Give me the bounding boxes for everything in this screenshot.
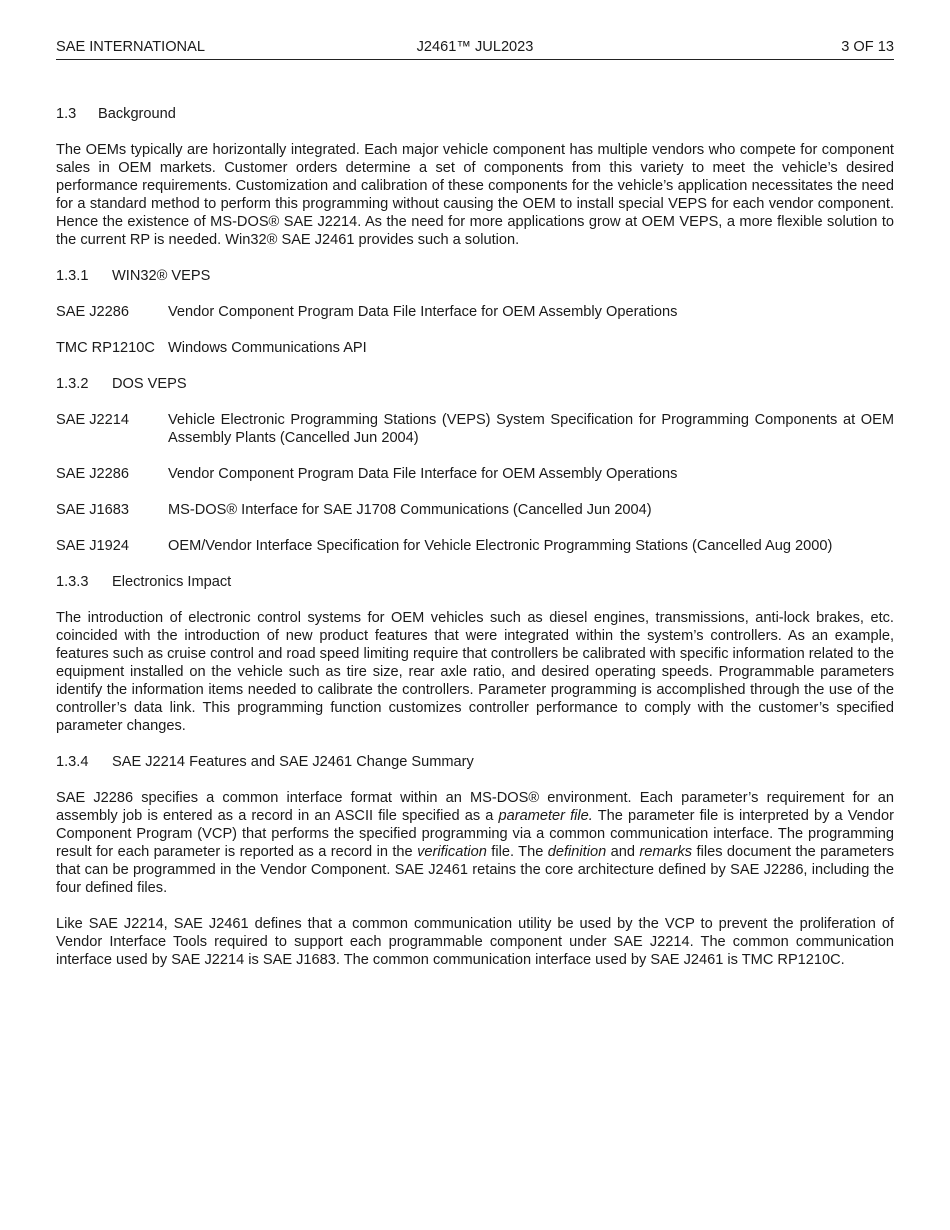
section-number: 1.3.3 xyxy=(56,574,89,590)
reference-item xyxy=(56,303,894,321)
section-number: 1.3.2 xyxy=(56,376,89,392)
reference-code: SAE J2214 xyxy=(56,412,130,428)
italic-term: verification xyxy=(417,844,487,860)
reference-code: SAE J1924 xyxy=(56,538,130,554)
section-title: Background xyxy=(98,106,176,122)
reference-code: SAE J2286 xyxy=(56,466,130,482)
background-paragraph: The OEMs typically are horizontally integrated. Each major vehicle component has multiple vendors who compete for component sales in OEM markets. Customer orders determine a set of components from this variety to meet the vehicle’s desired performance requirements. Customization and calibration of these components for the vehicle’s application necessitates the need for a standard method to perform this programming without causing the OEM to install special VEPS for each vendor component. Hence the existence of MS-DOS® SAE J2214. As the need for more applications grow at OEM VEPS, a more flexible solution to the current RP is needed. Win32® SAE J2461 provides such a solution. xyxy=(56,142,894,248)
section-number: 1.3.4 xyxy=(56,754,89,770)
section-heading-1-3-4 xyxy=(56,753,894,771)
reference-description: Vehicle Electronic Programming Stations (VEPS) System Specification for Programming Components at OEM Assembly Plants (Cancelled Jun 2004) xyxy=(168,412,894,446)
section-heading-1-3-3 xyxy=(56,573,894,591)
electronics-impact-paragraph: The introduction of electronic control systems for OEM vehicles such as diesel engines, transmissions, anti-lock brakes, etc. coincided with the introduction of new product features that were integrated within the system’s controllers. As an example, features such as cruise control and road speed limiting require that controllers be calibrated with specific information related to the equipment installed on the vehicle such as tire size, rear axle ratio, and desired operating speeds. Programmable parameters identify the information items needed to calibrate the controllers. Parameter programming is accomplished through the use of the controller’s data link. This programming function customizes controller performance to comply with the customer’s specified parameter changes. xyxy=(56,610,894,734)
italic-term: remarks xyxy=(639,844,693,860)
text-run: file. The xyxy=(486,844,548,860)
header-page-number: 3 OF 13 xyxy=(841,39,894,55)
italic-term: parameter file. xyxy=(498,808,593,824)
document-body xyxy=(56,105,894,969)
change-summary-paragraph-1 xyxy=(56,789,894,897)
section-heading-1-3-2 xyxy=(56,375,894,393)
text-run: The parameter file is interpreted by a Vendor Component Program (VCP) that performs the specified programming via a common communication interface. The programming result for each parameter is reported as a record in the xyxy=(56,808,894,860)
reference-item xyxy=(56,411,894,447)
reference-item xyxy=(56,537,894,555)
reference-description: OEM/Vendor Interface Specification for Vehicle Electronic Programming Stations (Cancelled Aug 2000) xyxy=(168,538,833,554)
section-title: Electronics Impact xyxy=(112,574,232,590)
reference-description: Vendor Component Program Data File Interface for OEM Assembly Operations xyxy=(168,304,678,320)
reference-code: SAE J1683 xyxy=(56,502,130,518)
reference-description: Windows Communications API xyxy=(168,340,367,356)
reference-description: Vendor Component Program Data File Interface for OEM Assembly Operations xyxy=(168,466,678,482)
italic-term: definition xyxy=(547,844,607,860)
reference-code: TMC RP1210C xyxy=(56,340,155,356)
reference-item xyxy=(56,465,894,483)
section-heading-1-3 xyxy=(56,105,894,123)
page-header xyxy=(56,38,894,60)
change-summary-paragraph-2: Like SAE J2214, SAE J2461 defines that a common communication utility be used by the VCP to prevent the proliferation of Vendor Interface Tools required to support each programmable component under SAE J2214. The common communication interface used by SAE J2214 is SAE J1683. The common communication interface used by SAE J2461 is TMC RP1210C. xyxy=(56,916,894,968)
text-run: files document the parameters that can be programmed in the Vendor Component. SAE J2461 retains the core architecture defined by SAE J2286, including the four defined files. xyxy=(56,844,894,896)
reference-item xyxy=(56,339,894,357)
text-run: SAE J2286 specifies a common interface format within an MS-DOS® environment. Each parameter’s requirement for an assembly job is entered as a record in an ASCII file specified as a xyxy=(56,790,894,824)
section-title: WIN32® VEPS xyxy=(112,268,211,284)
reference-description: MS-DOS® Interface for SAE J1708 Communications (Cancelled Jun 2004) xyxy=(168,502,652,518)
header-organization: SAE INTERNATIONAL xyxy=(56,39,205,55)
section-number: 1.3.1 xyxy=(56,268,89,284)
reference-code: SAE J2286 xyxy=(56,304,130,320)
section-title: SAE J2214 Features and SAE J2461 Change Summary xyxy=(112,754,474,770)
text-run: and xyxy=(606,844,640,860)
reference-item xyxy=(56,501,894,519)
section-number: 1.3 xyxy=(56,106,77,122)
header-document-id: J2461™ JUL2023 xyxy=(416,39,534,55)
section-title: DOS VEPS xyxy=(112,376,187,392)
section-heading-1-3-1 xyxy=(56,267,894,285)
